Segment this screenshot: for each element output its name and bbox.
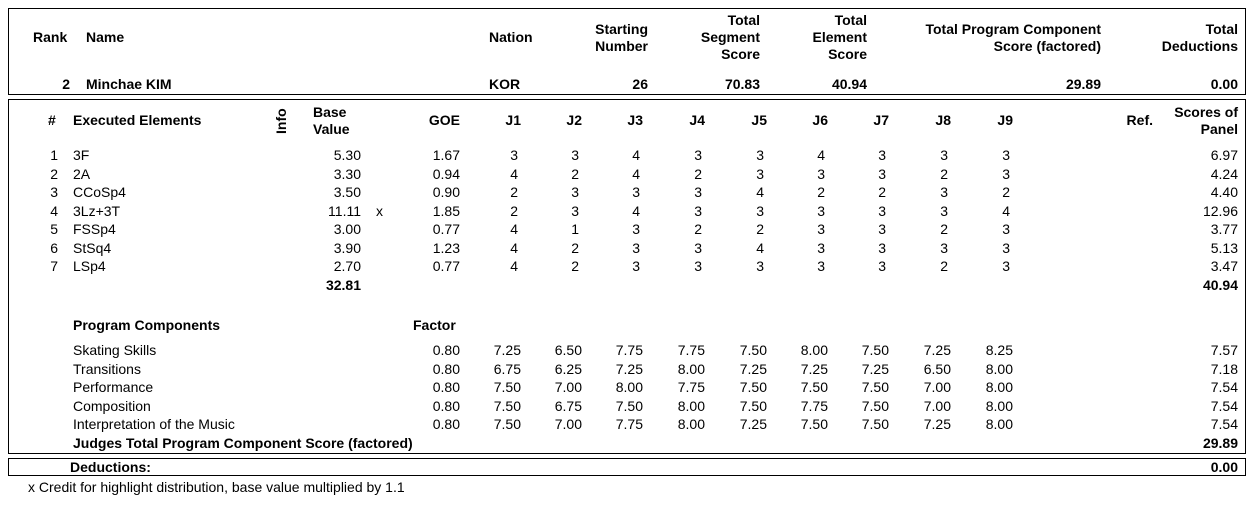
element-judge-score: 3 [756, 147, 764, 163]
element-name: 3Lz+3T [73, 202, 121, 219]
element-name: CCoSp4 [73, 184, 126, 200]
element-judge-score: 3 [571, 147, 579, 163]
element-judge-score: 2 [940, 221, 948, 237]
component-judge-score: 7.50 [739, 397, 767, 414]
element-judge-score: 2 [571, 258, 579, 274]
component-judge-score: 6.75 [554, 397, 582, 414]
element-judge-score: 4 [756, 239, 764, 256]
component-panel-score: 7.54 [1210, 416, 1238, 432]
element-goe: 1.67 [432, 147, 460, 163]
element-judge-score: 3 [1002, 239, 1010, 256]
element-panel-score: 3.77 [1210, 221, 1238, 237]
element-judge-score: 3 [878, 239, 886, 256]
element-judge-score: 3 [940, 239, 948, 256]
element-judge-score: 3 [940, 184, 948, 200]
component-factor: 0.80 [432, 397, 460, 414]
element-judge-score: 4 [632, 147, 640, 163]
component-factor: 0.80 [432, 342, 460, 358]
skater-total-deductions: 0.00 [1210, 76, 1238, 92]
element-number: 3 [50, 184, 58, 200]
element-judge-score: 2 [878, 184, 886, 200]
footnote: x Credit for highlight distribution, base value multiplied by 1.1 [28, 479, 405, 495]
judge-header-3: J3 [627, 112, 643, 128]
component-judge-score: 7.00 [554, 379, 582, 395]
scores-of-panel-header-line1: Scores of [1174, 104, 1238, 120]
component-factor: 0.80 [432, 379, 460, 395]
element-panel-score: 4.40 [1210, 184, 1238, 200]
elements-score-total: 40.94 [1202, 277, 1238, 293]
component-judge-score: 8.00 [677, 397, 705, 414]
component-judge-score: 7.75 [615, 342, 643, 358]
executed-elements-header: Executed Elements [73, 112, 202, 128]
component-judge-score: 8.00 [985, 397, 1013, 414]
element-judge-score: 3 [878, 147, 886, 163]
goe-header: GOE [428, 112, 460, 128]
element-judge-score: 4 [510, 258, 518, 274]
base-value-header-line1: Base [313, 104, 347, 120]
component-judge-score: 7.25 [923, 416, 951, 432]
judge-header-9: J9 [997, 112, 1013, 128]
tes-header [780, 12, 867, 63]
component-judge-score: 8.00 [985, 379, 1013, 395]
scores-of-panel-header-line2: Panel [1200, 121, 1238, 137]
component-judge-score: 7.50 [861, 342, 889, 358]
skater-total-element-score: 40.94 [831, 76, 867, 92]
component-judge-score: 6.50 [554, 342, 582, 358]
element-bonus-marker: x [376, 202, 383, 219]
nation-header: Nation [489, 29, 533, 45]
element-name: 3F [73, 147, 90, 163]
component-judge-score: 7.25 [493, 342, 521, 358]
pcs-header-line1: Total Program Component [925, 21, 1101, 37]
component-judge-score: 7.75 [677, 379, 705, 395]
element-judge-score: 3 [817, 239, 825, 256]
element-judge-score: 3 [817, 258, 825, 274]
element-name: 2A [73, 165, 91, 182]
element-name: StSq4 [73, 239, 112, 256]
skater-program-component-score: 29.89 [1065, 76, 1101, 92]
element-base-value: 2.70 [333, 258, 361, 274]
element-judge-score: 4 [756, 184, 764, 200]
components-total-label: Judges Total Program Component Score (factored) [73, 435, 413, 451]
element-judge-score: 3 [817, 165, 825, 182]
element-panel-score: 3.47 [1210, 258, 1238, 274]
component-judge-score: 7.00 [923, 397, 951, 414]
element-judge-score: 2 [756, 221, 764, 237]
deductions-label: Deductions: [70, 459, 151, 475]
element-judge-score: 4 [817, 147, 825, 163]
element-judge-score: 3 [694, 184, 702, 200]
element-judge-score: 2 [694, 221, 702, 237]
element-judge-score: 3 [1002, 147, 1010, 163]
component-name: Transitions [73, 360, 141, 377]
rank-header: Rank [33, 29, 68, 45]
element-judge-score: 3 [756, 202, 764, 219]
element-judge-score: 3 [694, 258, 702, 274]
base-value-header-line2: Value [313, 121, 350, 137]
component-judge-score: 7.50 [861, 416, 889, 432]
tes-header-line1: Total [834, 12, 867, 28]
element-judge-score: 3 [940, 202, 948, 219]
component-judge-score: 7.75 [800, 397, 828, 414]
component-judge-score: 7.25 [861, 360, 889, 377]
deductions-box [8, 458, 1246, 476]
base-value-header [313, 104, 350, 138]
element-judge-score: 2 [510, 184, 518, 200]
component-judge-score: 7.75 [677, 342, 705, 358]
element-judge-score: 4 [632, 165, 640, 182]
element-judge-score: 4 [632, 202, 640, 219]
element-base-value: 3.50 [333, 184, 361, 200]
element-panel-score: 4.24 [1210, 165, 1238, 182]
element-judge-score: 4 [510, 221, 518, 237]
component-judge-score: 8.00 [985, 360, 1013, 377]
element-name: LSp4 [73, 258, 106, 274]
tss-header-line2: Segment [700, 29, 760, 45]
component-judge-score: 7.50 [493, 416, 521, 432]
starting-number-header-line1: Starting [595, 21, 648, 37]
deductions-header-line1: Total [1205, 21, 1238, 37]
deductions-value: 0.00 [1210, 459, 1238, 475]
element-judge-score: 3 [878, 165, 886, 182]
element-judge-score: 3 [571, 202, 579, 219]
element-judge-score: 3 [694, 202, 702, 219]
element-judge-score: 3 [632, 258, 640, 274]
judge-header-6: J6 [812, 112, 828, 128]
skater-starting-number: 26 [632, 76, 648, 92]
element-judge-score: 2 [694, 165, 702, 182]
component-judge-score: 8.00 [985, 416, 1013, 432]
element-judge-score: 2 [940, 258, 948, 274]
element-judge-score: 2 [1002, 184, 1010, 200]
elements-base-total: 32.81 [325, 277, 361, 293]
component-panel-score: 7.18 [1210, 360, 1238, 377]
element-judge-score: 2 [571, 165, 579, 182]
component-factor: 0.80 [432, 416, 460, 432]
component-judge-score: 7.50 [615, 397, 643, 414]
info-header: Info [273, 108, 289, 134]
component-judge-score: 7.75 [615, 416, 643, 432]
element-judge-score: 3 [878, 258, 886, 274]
element-goe: 0.77 [432, 221, 460, 237]
element-judge-score: 1 [571, 221, 579, 237]
component-panel-score: 7.54 [1210, 397, 1238, 414]
starting-number-header-line2: Number [595, 38, 648, 54]
element-judge-score: 3 [632, 239, 640, 256]
component-panel-score: 7.57 [1210, 342, 1238, 358]
element-name: FSSp4 [73, 221, 116, 237]
component-name: Composition [73, 397, 151, 414]
component-name: Performance [73, 379, 154, 395]
element-panel-score: 5.13 [1210, 239, 1238, 256]
element-judge-score: 3 [632, 184, 640, 200]
component-panel-score: 7.54 [1210, 379, 1238, 395]
skater-total-segment-score: 70.83 [724, 76, 760, 92]
component-judge-score: 7.50 [800, 416, 828, 432]
component-judge-score: 8.25 [985, 342, 1013, 358]
judge-header-1: J1 [505, 112, 521, 128]
element-judge-score: 3 [756, 258, 764, 274]
component-judge-score: 8.00 [677, 416, 705, 432]
component-judge-score: 7.25 [800, 360, 828, 377]
factor-header: Factor [413, 317, 456, 333]
element-base-value: 3.90 [333, 239, 361, 256]
element-base-value: 5.30 [333, 147, 361, 163]
component-judge-score: 7.50 [800, 379, 828, 395]
components-total-score: 29.89 [1202, 435, 1238, 451]
judge-header-8: J8 [935, 112, 951, 128]
element-goe: 1.85 [432, 202, 460, 219]
tss-header-line3: Score [721, 46, 760, 62]
judge-header-4: J4 [689, 112, 705, 128]
pcs-header-line2: Score (factored) [993, 38, 1101, 54]
element-judge-score: 2 [940, 165, 948, 182]
component-judge-score: 7.50 [739, 342, 767, 358]
element-number: 2 [50, 165, 58, 182]
tes-header-line3: Score [828, 46, 867, 62]
element-judge-score: 3 [817, 202, 825, 219]
element-judge-score: 3 [940, 147, 948, 163]
element-judge-score: 3 [510, 147, 518, 163]
ref-header: Ref. [1126, 112, 1153, 128]
element-number: 4 [50, 202, 58, 219]
element-judge-score: 3 [694, 147, 702, 163]
program-components-header: Program Components [73, 317, 221, 333]
element-judge-score: 2 [510, 202, 518, 219]
judge-header-7: J7 [873, 112, 889, 128]
skater-nation: KOR [489, 76, 521, 92]
scores-of-panel-header [1150, 104, 1238, 138]
element-judge-score: 3 [878, 202, 886, 219]
component-judge-score: 6.25 [554, 360, 582, 377]
component-judge-score: 7.50 [861, 397, 889, 414]
component-factor: 0.80 [432, 360, 460, 377]
element-judge-score: 2 [817, 184, 825, 200]
element-judge-score: 3 [878, 221, 886, 237]
component-judge-score: 8.00 [677, 360, 705, 377]
component-judge-score: 7.25 [615, 360, 643, 377]
element-judge-score: 2 [571, 239, 579, 256]
element-judge-score: 3 [1002, 258, 1010, 274]
component-judge-score: 8.00 [615, 379, 643, 395]
element-judge-score: 3 [571, 184, 579, 200]
element-number: 5 [50, 221, 58, 237]
element-judge-score: 3 [817, 221, 825, 237]
deductions-header-line2: Deductions [1161, 38, 1238, 54]
tes-header-line2: Element [812, 29, 867, 45]
element-goe: 0.77 [432, 258, 460, 274]
skater-name: Minchae KIM [86, 76, 172, 92]
component-judge-score: 7.25 [923, 342, 951, 358]
starting-number-header [560, 21, 648, 55]
skater-rank: 2 [62, 76, 70, 92]
judge-header-2: J2 [566, 112, 582, 128]
name-header: Name [86, 29, 125, 45]
element-judge-score: 4 [510, 165, 518, 182]
element-judge-score: 3 [1002, 221, 1010, 237]
component-judge-score: 7.50 [493, 379, 521, 395]
element-judge-score: 4 [510, 239, 518, 256]
element-base-value: 11.11 [328, 202, 361, 219]
element-goe: 0.90 [432, 184, 460, 200]
element-goe: 1.23 [432, 239, 460, 256]
component-judge-score: 7.25 [739, 416, 767, 432]
component-judge-score: 7.25 [739, 360, 767, 377]
component-judge-score: 6.75 [493, 360, 521, 377]
component-judge-score: 7.50 [493, 397, 521, 414]
element-judge-score: 3 [632, 221, 640, 237]
element-base-value: 3.00 [333, 221, 361, 237]
element-base-value: 3.30 [333, 165, 361, 182]
component-name: Skating Skills [73, 342, 157, 358]
element-panel-score: 6.97 [1210, 147, 1238, 163]
component-judge-score: 7.50 [739, 379, 767, 395]
element-judge-score: 3 [756, 165, 764, 182]
pcs-header [880, 21, 1101, 55]
deductions-header [1130, 21, 1238, 55]
element-judge-score: 3 [694, 239, 702, 256]
element-number: 6 [50, 239, 58, 256]
element-number: 1 [50, 147, 58, 163]
element-judge-score: 3 [1002, 165, 1010, 182]
element-number-header: # [48, 112, 56, 128]
element-judge-score: 4 [1002, 202, 1010, 219]
component-judge-score: 6.50 [923, 360, 951, 377]
tss-header-line1: Total [727, 12, 760, 28]
element-number: 7 [50, 258, 58, 274]
component-judge-score: 7.50 [861, 379, 889, 395]
component-judge-score: 8.00 [800, 342, 828, 358]
tss-header [670, 12, 760, 63]
component-judge-score: 7.00 [554, 416, 582, 432]
element-goe: 0.94 [432, 165, 460, 182]
element-panel-score: 12.96 [1202, 202, 1238, 219]
component-name: Interpretation of the Music [73, 416, 235, 432]
judge-header-5: J5 [751, 112, 767, 128]
component-judge-score: 7.00 [923, 379, 951, 395]
